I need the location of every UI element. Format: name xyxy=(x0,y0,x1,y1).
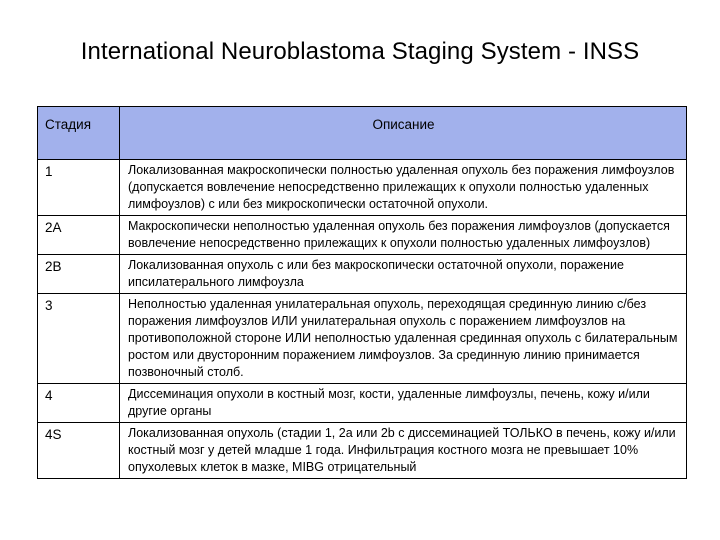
description-cell: Диссеминация опухоли в костный мозг, кости, удаленные лимфоузлы, печень, кожу и/или другие органы xyxy=(120,384,687,423)
stage-cell: 1 xyxy=(38,160,120,216)
stage-cell: 4S xyxy=(38,423,120,479)
column-header-description: Описание xyxy=(120,107,687,160)
stage-cell: 2A xyxy=(38,216,120,255)
staging-table xyxy=(37,106,687,479)
table-row xyxy=(38,255,687,294)
table-row xyxy=(38,216,687,255)
stage-cell: 3 xyxy=(38,294,120,384)
stage-cell: 2B xyxy=(38,255,120,294)
table-header-row xyxy=(38,107,687,160)
table-row xyxy=(38,423,687,479)
description-cell: Макроскопически неполностью удаленная опухоль без поражения лимфоузлов (допускается вовлечение непосредственно прилежащих к опухоли полностью удаленных лимфоузлов) xyxy=(120,216,687,255)
description-cell: Локализованная макроскопически полностью удаленная опухоль без поражения лимфоузлов (допускается вовлечение непосредственно прилежащих к опухоли полностью удаленных лимфоузлов) с или без микроскопически остаточной опухоли. xyxy=(120,160,687,216)
page-title: International Neuroblastoma Staging System - INSS xyxy=(80,38,640,65)
table-row xyxy=(38,384,687,423)
table-row xyxy=(38,160,687,216)
description-cell: Локализованная опухоль с или без макроскопически остаточной опухоли, поражение ипсилатерального лимфоузла xyxy=(120,255,687,294)
description-cell: Неполностью удаленная унилатеральная опухоль, переходящая срединную линию с/без поражения лимфоузлов ИЛИ унилатеральная опухоль с поражением лимфоузлов на противоположной стороне ИЛИ неполностью удаленная срединная опухоль с билатеральным ростом или двусторонним поражением лимфоузлов. За срединную линию принимается позвоночный столб. xyxy=(120,294,687,384)
stage-cell: 4 xyxy=(38,384,120,423)
column-header-stage: Стадия xyxy=(38,107,120,160)
description-cell: Локализованная опухоль (стадии 1, 2а или 2b с диссеминацией ТОЛЬКО в печень, кожу и/или костный мозг у детей младше 1 года. Инфильтрация костного мозга не превышает 10% опухолевых клеток в мазке, MIBG отрицательный xyxy=(120,423,687,479)
table-row xyxy=(38,294,687,384)
